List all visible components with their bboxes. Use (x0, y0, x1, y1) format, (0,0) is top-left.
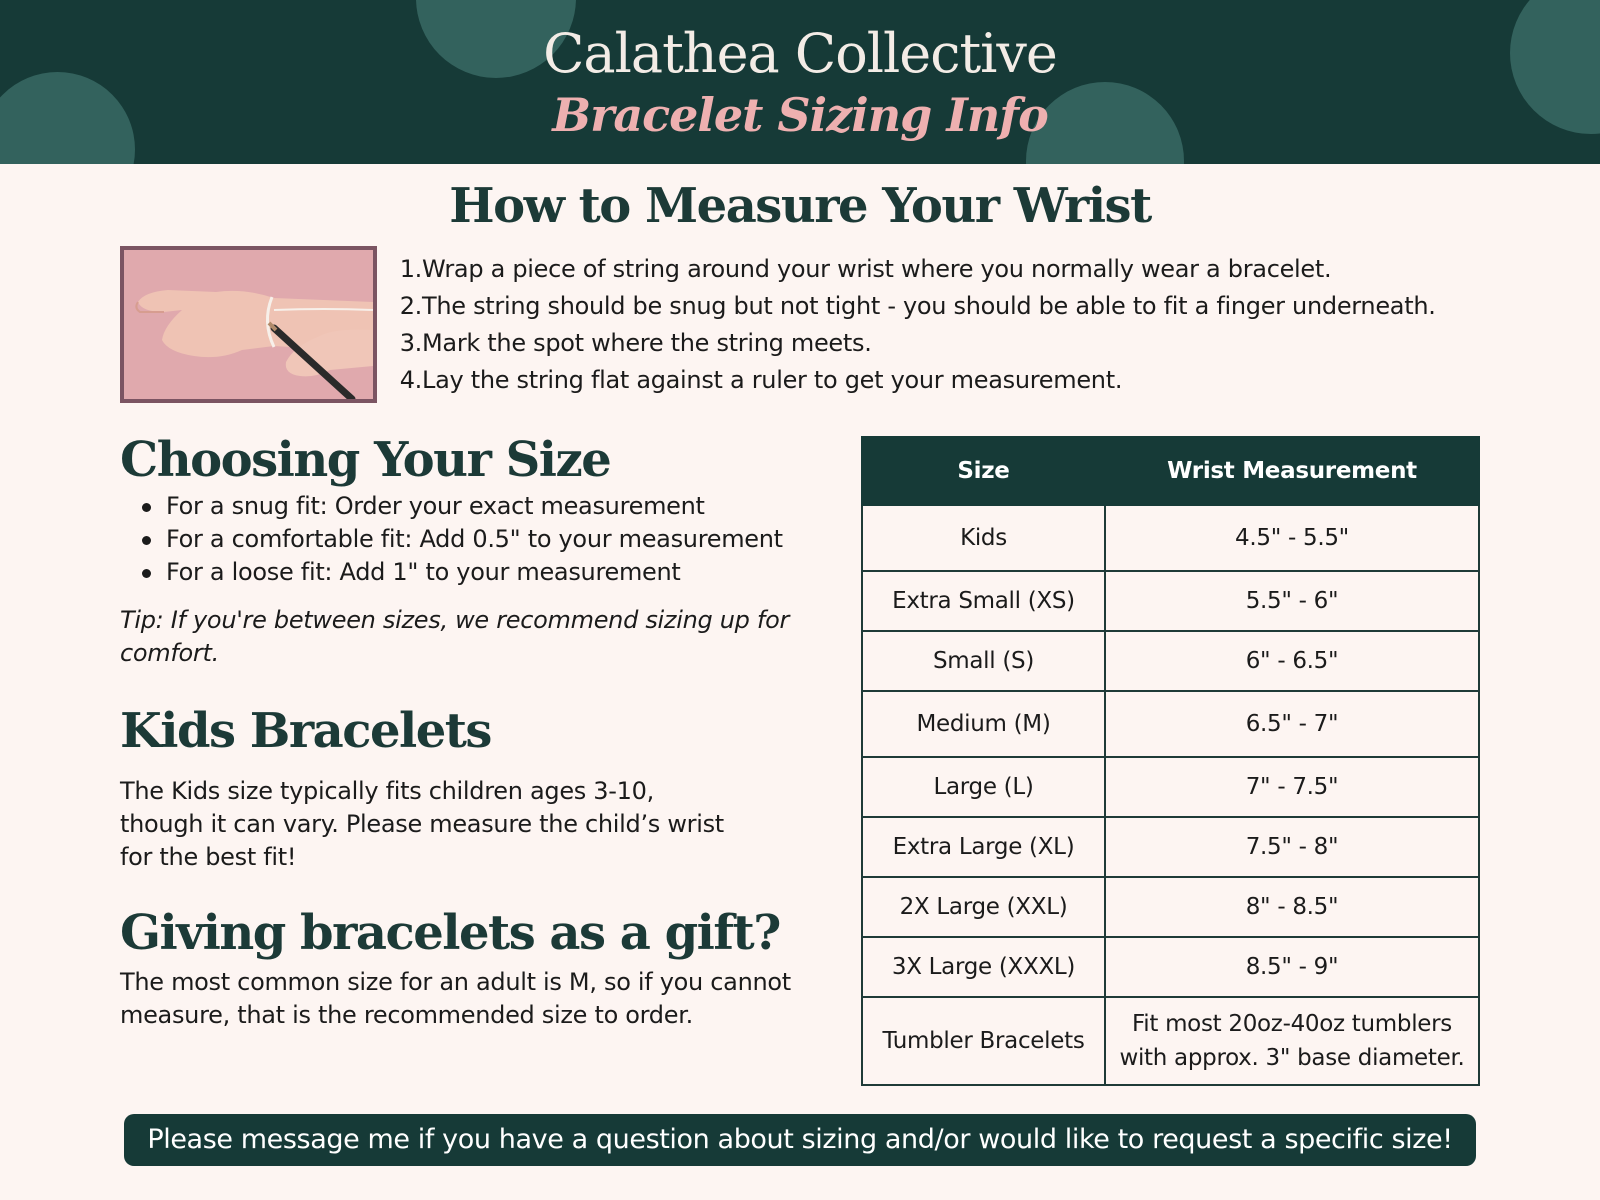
measure-steps (398, 251, 1498, 399)
choosing-size-title: Choosing Your Size (120, 432, 611, 488)
measurement-cell: 4.5" - 5.5" (1105, 505, 1479, 571)
header-banner (0, 0, 1600, 164)
measurement-cell: 5.5" - 6" (1105, 571, 1479, 631)
list-item: For a comfortable fit: Add 0.5" to your measurement (142, 523, 842, 556)
gift-title: Giving bracelets as a gift? (120, 905, 780, 961)
list-item: For a snug fit: Order your exact measurement (142, 490, 842, 523)
table-row (862, 571, 1479, 631)
step-number: 1. (399, 255, 422, 283)
size-chart-table (861, 436, 1480, 1086)
step-text: Lay the string flat against a ruler to get your measurement. (422, 366, 1123, 394)
table-row (862, 997, 1479, 1085)
step-text: Mark the spot where the string meets. (422, 329, 872, 357)
size-cell: Tumbler Bracelets (862, 997, 1105, 1085)
size-cell: Large (L) (862, 757, 1105, 817)
column-header-size: Size (862, 437, 1105, 505)
size-cell: Extra Large (XL) (862, 817, 1105, 877)
step-text: The string should be snug but not tight - you should be able to fit a finger underneath. (422, 292, 1436, 320)
measurement-cell: 8.5" - 9" (1105, 937, 1479, 997)
size-cell: Small (S) (862, 631, 1105, 691)
page-subtitle: Bracelet Sizing Info (552, 88, 1048, 142)
table-header-row (862, 437, 1479, 505)
measurement-cell: Fit most 20oz-40oz tumblers with approx. 3" base diameter. (1105, 997, 1479, 1085)
size-cell: Kids (862, 505, 1105, 571)
measurement-cell: 8" - 8.5" (1105, 877, 1479, 937)
size-cell: 3X Large (XXXL) (862, 937, 1105, 997)
list-item (398, 251, 1498, 288)
table-row (862, 631, 1479, 691)
list-item (398, 325, 1498, 362)
size-cell: Extra Small (XS) (862, 571, 1105, 631)
measurement-cell: 7.5" - 8" (1105, 817, 1479, 877)
column-header-wrist-measurement: Wrist Measurement (1105, 437, 1479, 505)
table-row (862, 817, 1479, 877)
step-number: 3. (399, 329, 422, 357)
kids-bracelets-title: Kids Bracelets (120, 703, 491, 759)
size-cell: 2X Large (XXL) (862, 877, 1105, 937)
contact-message-banner: Please message me if you have a question about sizing and/or would like to request a specific size! (124, 1114, 1476, 1166)
list-item: For a loose fit: Add 1" to your measurement (142, 556, 842, 589)
brand-name: Calathea Collective (543, 22, 1057, 85)
measurement-cell: 6" - 6.5" (1105, 631, 1479, 691)
table-row (862, 877, 1479, 937)
step-number: 2. (399, 292, 422, 320)
sizing-tip: Tip: If you're between sizes, we recommend sizing up for comfort. (120, 606, 790, 667)
size-cell: Medium (M) (862, 691, 1105, 757)
table-row (862, 937, 1479, 997)
step-number: 4. (399, 366, 422, 394)
measurement-cell: 6.5" - 7" (1105, 691, 1479, 757)
table-row (862, 757, 1479, 817)
wrist-measuring-icon (124, 250, 373, 399)
measure-section-title: How to Measure Your Wrist (449, 178, 1151, 234)
kids-bracelets-text: The Kids size typically fits children ages 3-10, though it can vary. Please measure the child’s wrist for the best fit! (120, 777, 724, 871)
measurement-cell: 7" - 7.5" (1105, 757, 1479, 817)
list-item (398, 362, 1498, 399)
list-item (398, 288, 1498, 325)
fit-options-list (142, 490, 842, 589)
table-row (862, 691, 1479, 757)
table-row (862, 505, 1479, 571)
gift-text: The most common size for an adult is M, so if you cannot measure, that is the recommended size to order. (120, 968, 791, 1029)
step-text: Wrap a piece of string around your wrist where you normally wear a bracelet. (422, 255, 1332, 283)
wrist-measuring-photo (120, 246, 377, 403)
